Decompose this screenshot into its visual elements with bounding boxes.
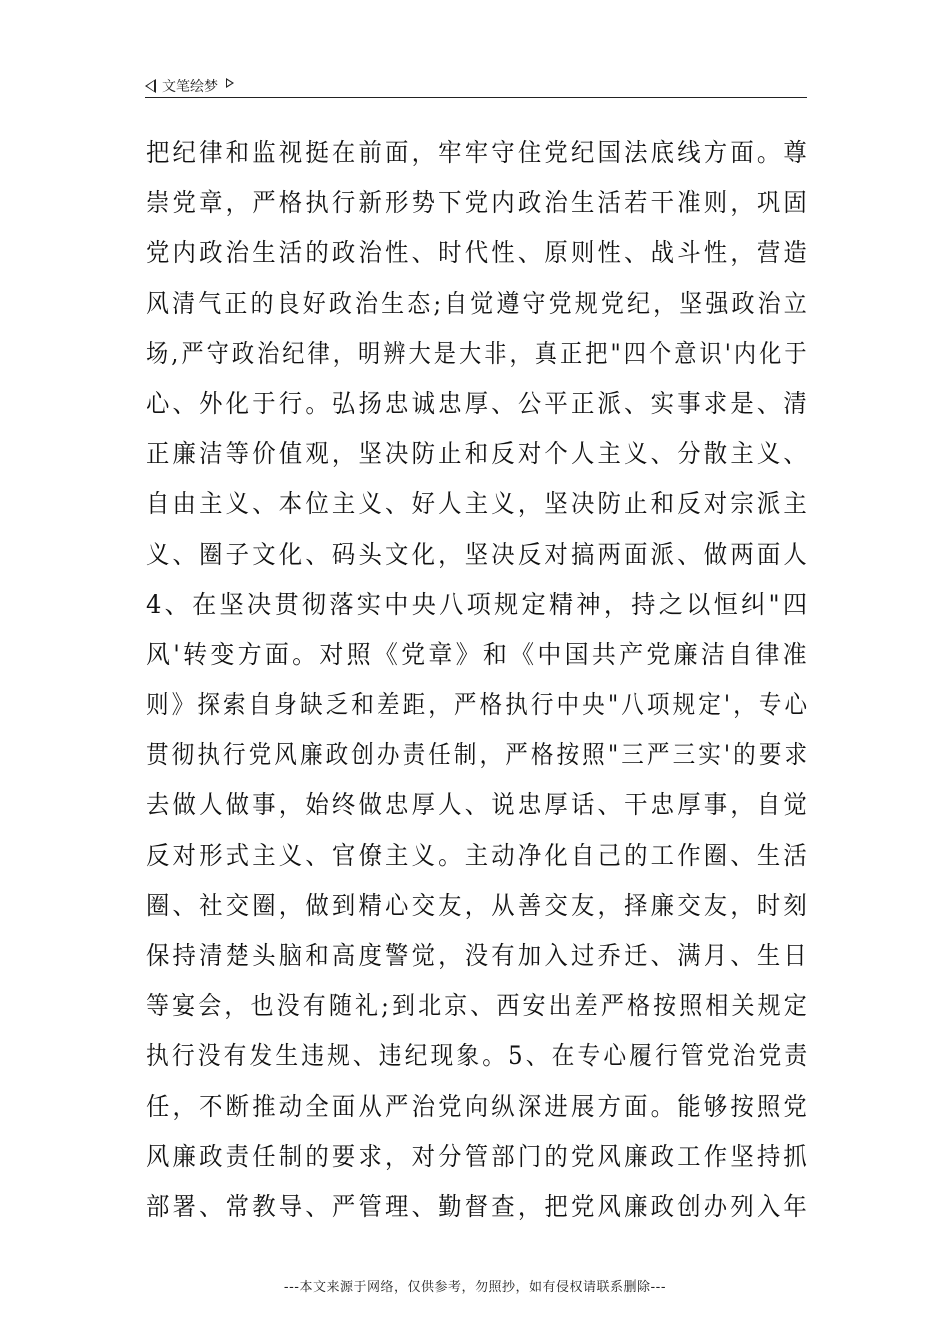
document-body [146,128,810,1232]
text-line: 风清气正的良好政治生态;自觉遵守党规党纪，坚强政治立 [146,288,810,318]
header-rule [145,97,807,98]
page-footer: ---本文来源于网络，仅供参考，勿照抄，如有侵权请联系删除--- [283,1280,667,1295]
text-line: 风廉政责任制的要求，对分管部门的党风廉政工作坚持抓 [146,1141,811,1171]
text-line: 把纪律和监视挺在前面，牢牢守住党纪国法底线方面。尊 [146,138,811,167]
text-line: 等宴会，也没有随礼;到北京、西安出差严格按照相关规定 [146,991,810,1021]
text-line: 自由主义、本位主义、好人主义，坚决防止和反对宗派主 [146,489,811,519]
text-line: 去做人做事，始终做忠厚人、说忠厚话、干忠厚事，自觉 [146,790,811,820]
text-line: 崇党章，严格执行新形势下党内政治生活若干准则，巩固 [146,188,811,218]
text-line: 心、外化于行。弘扬忠诚忠厚、公平正派、实事求是、清 [146,388,811,418]
text-line: 部署、常教导、严管理、勤督查，把党风廉政创办列入年 [146,1191,811,1221]
triangle-right-icon [226,78,234,88]
text-line: 4、在坚决贯彻落实中央八项规定精神，持之以恒纠"四 [146,589,811,619]
text-line: 贯彻执行党风廉政创办责任制，严格按照"三严三实'的要求 [146,740,811,770]
text-line: 正廉洁等价值观，坚决防止和反对个人主义、分散主义、 [146,439,811,469]
text-line: 执行没有发生违规、违纪现象。5、在专心履行管党治党责 [146,1041,811,1071]
text-line: 保持清楚头脑和高度警觉，没有加入过乔迁、满月、生日 [146,941,811,970]
text-line: 则》探索自身缺乏和差距，严格执行中央"八项规定'，专心 [146,690,811,720]
text-line: 场,严守政治纪律，明辨大是大非，真正把"四个意识'内化于 [146,338,810,368]
text-line: 任，不断推动全面从严治党向纵深进展方面。能够按照党 [146,1091,811,1121]
text-line: 风'转变方面。对照《党章》和《中国共产党廉洁自律准 [146,639,810,669]
triangle-left-icon [145,79,156,93]
text-line: 圈、社交圈，做到精心交友，从善交友，择廉交友，时刻 [146,890,811,920]
brand-text: 文笔绘梦 [162,79,218,95]
text-line: 党内政治生活的政治性、时代性、原则性、战斗性，营造 [146,238,811,268]
brand [145,76,234,96]
text-line: 义、圈子文化、码头文化，坚决反对搞两面派、做两面人 [146,539,811,569]
text-line: 反对形式主义、官僚主义。主动净化自己的工作圈、生活 [146,840,811,870]
page-header [145,72,807,98]
